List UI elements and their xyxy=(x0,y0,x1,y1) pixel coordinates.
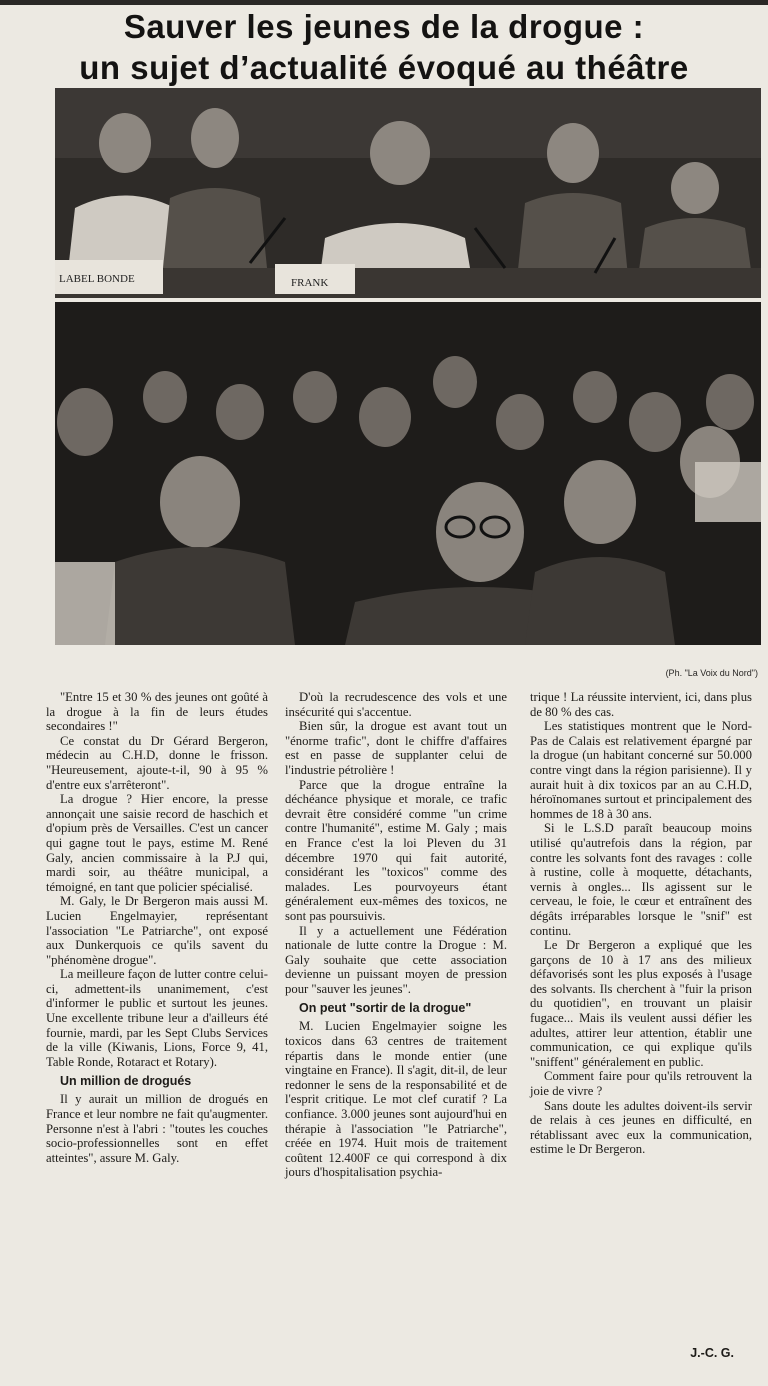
paragraph: "Entre 15 et 30 % des jeunes ont goûté à la drogue à la fin de leurs études secondaires !" xyxy=(46,690,268,734)
paragraph: Parce que la drogue entraîne la déchéance physique et morale, ce trafic devrait être considéré comme "un crime contre l'humanité", estime M. Galy ; mais en France c'est la loi Pleven du 31 décembre 1970 qui fait autorité, considérant les "toxicos" comme des malades. Les pourvoyeurs étant généralement eux-mêmes des toxicos, ne sont pas poursuivis. xyxy=(285,777,507,923)
paragraph: Sans doute les adultes doivent-ils servir de relais à ces jeunes en difficulté, en rétablissant avec eux la communication, estime le Dr Bergeron. xyxy=(530,1098,752,1157)
photo-audience xyxy=(55,302,761,645)
article-column-2 xyxy=(285,690,507,1180)
headline xyxy=(0,6,768,88)
paragraph: trique ! La réussite intervient, ici, dans plus de 80 % des cas. xyxy=(530,690,752,719)
paragraph: Comment faire pour qu'ils retrouvent la joie de vivre ? xyxy=(530,1069,752,1099)
paragraph: Si le L.S.D paraît beaucoup moins utilisé qu'autrefois dans la région, par contre les solvants font des ravages : colle à rustine, colle à moquette, détachants, vernis à ongles... Ils agissent sur le cerveau, le foie, le cœur et entraînent des dégâts irréparables lorsque le "snif" est continu. xyxy=(530,821,752,938)
paragraph: Il y aurait un million de drogués en France et leur nombre ne fait qu'augmenter. Personne n'est à l'abri : "toutes les couches socio-professionnelles sont en effet atteintes", assure M. Galy. xyxy=(46,1092,268,1165)
photo-credit: (Ph. "La Voix du Nord") xyxy=(665,668,758,678)
paragraph: Le Dr Bergeron a expliqué que les garçons de 10 à 17 ans des milieux défavorisés sont les plus exposés à l'usage des solvants. Ils cherchent à "fuir la prison du quotidien", en trouvant un plaisir fugace... Mais ils veulent aussi défier les adultes, attirer leur attention, établir une communication, ce qui explique qu'ils "sniffent" généralement en public. xyxy=(530,938,752,1069)
paragraph: Bien sûr, la drogue est avant tout un "énorme trafic", dont le chiffre d'affaires est en passe de supplanter celui de l'industrie pétrolière ! xyxy=(285,719,507,777)
paragraph: Les statistiques montrent que le Nord-Pas de Calais est relativement épargné par la drogue (un habitant concerné sur 50.000 contre vingt dans la région parisienne). Il y aurait huit à dix toxicos par an au C.H.D, héroïnomanes surtout et principalement des hommes de 18 à 30 ans. xyxy=(530,719,752,821)
author-signature: J.-C. G. xyxy=(690,1346,734,1360)
name-card-2: FRANK xyxy=(291,277,329,289)
paragraph: M. Galy, le Dr Bergeron mais aussi M. Lucien Engelmayier, représentant l'association "Le Patriarche", ont exposé aux Dunkerquois ce qu'ils savent du "phénomène drogue". xyxy=(46,894,268,967)
subheading: Un million de drogués xyxy=(60,1074,192,1089)
paragraph: D'où la recrudescence des vols et une insécurité qui s'accentue. xyxy=(285,690,507,719)
paragraph: Ce constat du Dr Gérard Bergeron, médecin au C.H.D, donne le frisson. "Heureusement, ajoute-t-il, 90 à 95 % d'entre eux s'arrêteront". xyxy=(46,733,268,792)
paragraph: La meilleure façon de lutter contre celui-ci, admettent-ils unanimement, c'est d'informer le public et surtout les jeunes. Une excellente tribune leur a d'ailleurs été fournie, mardi, par les Sept Clubs Services de la ville (Kiwanis, Lions, Force 9, 41, Table Ronde, Rotaract et Rotary). xyxy=(46,967,268,1069)
article-column-1 xyxy=(46,690,268,1165)
photo-speaker-panel xyxy=(55,88,761,298)
subheading: On peut "sortir de la drogue" xyxy=(299,1001,472,1016)
top-rule xyxy=(0,0,768,5)
paragraph: Il y a actuellement une Fédération nationale de lutte contre la Drogue : M. Galy souhaite que cette association devienne un puissant moyen de pression pour "sauver les jeunes". xyxy=(285,923,507,996)
paragraph: La drogue ? Hier encore, la presse annonçait une saisie record de haschich et d'opium près de Versailles. C'est un cancer qui gagne tout le pays, estime M. René Galy, ancien commissaire à la P.J qui, mardi soir, au théâtre municipal, a témoigné, en tant que policier spécialisé. xyxy=(46,792,268,894)
headline-line-2: un sujet d’actualité évoqué au théâtre xyxy=(79,49,689,86)
name-card-1: LABEL BONDE xyxy=(59,273,135,285)
article-column-3 xyxy=(530,690,752,1157)
headline-line-1: Sauver les jeunes de la drogue : xyxy=(123,8,645,45)
paragraph: M. Lucien Engelmayier soigne les toxicos dans 63 centres de traitement répartis dans le monde entier (une vingtaine en France). Il s'agit, dit-il, de leur redonner le sens de la responsabilité et de l'esprit critique. Le mot clef curatif ? La confiance. 3.000 jeunes sont aujourd'hui en thérapie à l'association "le Patriarche", créée en 1974. Huit mois de traitement coûtent 12.400F ce qui correspond à dix jours d'hospitalisation psychia- xyxy=(285,1019,507,1180)
